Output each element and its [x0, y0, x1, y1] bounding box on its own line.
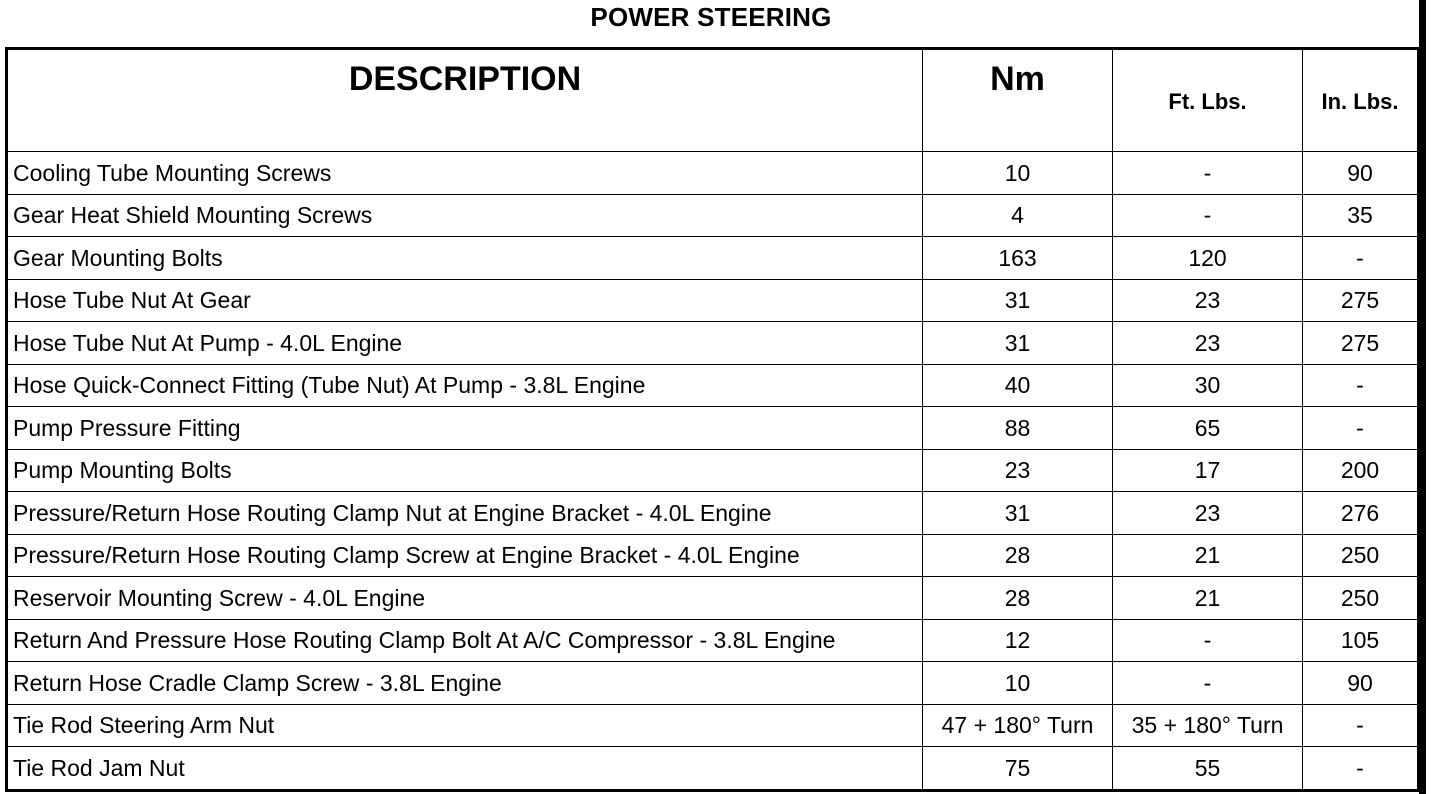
table-row: [7, 237, 1419, 280]
cell-ft-lbs: 23: [1113, 322, 1303, 365]
cell-nm: 12: [923, 619, 1113, 662]
cell-description: Pressure/Return Hose Routing Clamp Nut at Engine Bracket - 4.0L Engine: [7, 492, 923, 535]
table-row: [7, 364, 1419, 407]
cell-description: Return Hose Cradle Clamp Screw - 3.8L Engine: [7, 662, 923, 705]
page-title: POWER STEERING: [590, 2, 832, 32]
table-row: [7, 619, 1419, 662]
table-row: [7, 449, 1419, 492]
cell-nm: 23: [923, 449, 1113, 492]
cell-nm: 10: [923, 152, 1113, 195]
cell-ft-lbs: 23: [1113, 279, 1303, 322]
cell-nm: 31: [923, 492, 1113, 535]
cell-description: Pump Pressure Fitting: [7, 407, 923, 450]
table-row: [7, 279, 1419, 322]
cell-nm: 75: [923, 747, 1113, 791]
table-row: [7, 407, 1419, 450]
cell-ft-lbs: 23: [1113, 492, 1303, 535]
header-in-lbs: In. Lbs.: [1303, 49, 1419, 152]
cell-ft-lbs: 65: [1113, 407, 1303, 450]
cell-ft-lbs: 30: [1113, 364, 1303, 407]
cell-in-lbs: 250: [1303, 534, 1419, 577]
cell-ft-lbs: 55: [1113, 747, 1303, 791]
cell-description: Hose Tube Nut At Gear: [7, 279, 923, 322]
table-row: [7, 322, 1419, 365]
cell-nm: 10: [923, 662, 1113, 705]
cell-nm: 4: [923, 194, 1113, 237]
cell-description: Tie Rod Steering Arm Nut: [7, 704, 923, 747]
cell-description: Pressure/Return Hose Routing Clamp Screw at Engine Bracket - 4.0L Engine: [7, 534, 923, 577]
cell-description: Gear Heat Shield Mounting Screws: [7, 194, 923, 237]
header-nm: Nm: [923, 49, 1113, 152]
cell-nm: 47 + 180° Turn: [923, 704, 1113, 747]
cell-in-lbs: 90: [1303, 152, 1419, 195]
cell-nm: 40: [923, 364, 1113, 407]
torque-spec-table: [5, 47, 1420, 792]
cell-nm: 163: [923, 237, 1113, 280]
cell-description: Tie Rod Jam Nut: [7, 747, 923, 791]
cell-in-lbs: 105: [1303, 619, 1419, 662]
cell-ft-lbs: 21: [1113, 577, 1303, 620]
cell-in-lbs: 275: [1303, 322, 1419, 365]
table-row: [7, 492, 1419, 535]
cell-in-lbs: -: [1303, 747, 1419, 791]
table-row: [7, 704, 1419, 747]
cell-in-lbs: 276: [1303, 492, 1419, 535]
cell-description: Hose Tube Nut At Pump - 4.0L Engine: [7, 322, 923, 365]
table-row: [7, 534, 1419, 577]
table-header-row: [7, 49, 1419, 152]
cell-nm: 31: [923, 279, 1113, 322]
header-description: DESCRIPTION: [7, 49, 923, 152]
cell-in-lbs: -: [1303, 407, 1419, 450]
table-body: [7, 152, 1419, 791]
cell-ft-lbs: -: [1113, 152, 1303, 195]
cell-description: Return And Pressure Hose Routing Clamp Bolt At A/C Compressor - 3.8L Engine: [7, 619, 923, 662]
cell-description: Pump Mounting Bolts: [7, 449, 923, 492]
cell-description: Gear Mounting Bolts: [7, 237, 923, 280]
cell-in-lbs: -: [1303, 364, 1419, 407]
cell-description: Hose Quick-Connect Fitting (Tube Nut) At Pump - 3.8L Engine: [7, 364, 923, 407]
cell-nm: 28: [923, 577, 1113, 620]
page-edge-bar: [1419, 0, 1426, 794]
cell-in-lbs: 35: [1303, 194, 1419, 237]
cell-in-lbs: -: [1303, 704, 1419, 747]
cell-ft-lbs: -: [1113, 662, 1303, 705]
cell-in-lbs: 250: [1303, 577, 1419, 620]
cell-in-lbs: 275: [1303, 279, 1419, 322]
table-row: [7, 577, 1419, 620]
cell-in-lbs: -: [1303, 237, 1419, 280]
table-row: [7, 662, 1419, 705]
cell-in-lbs: 200: [1303, 449, 1419, 492]
cell-nm: 28: [923, 534, 1113, 577]
cell-description: Reservoir Mounting Screw - 4.0L Engine: [7, 577, 923, 620]
cell-ft-lbs: 120: [1113, 237, 1303, 280]
cell-nm: 88: [923, 407, 1113, 450]
cell-ft-lbs: 17: [1113, 449, 1303, 492]
cell-ft-lbs: -: [1113, 619, 1303, 662]
table-row: [7, 194, 1419, 237]
cell-ft-lbs: -: [1113, 194, 1303, 237]
cell-nm: 31: [923, 322, 1113, 365]
cell-ft-lbs: 35 + 180° Turn: [1113, 704, 1303, 747]
cell-description: Cooling Tube Mounting Screws: [7, 152, 923, 195]
table-row: [7, 747, 1419, 791]
header-ft-lbs: Ft. Lbs.: [1113, 49, 1303, 152]
cell-in-lbs: 90: [1303, 662, 1419, 705]
cell-ft-lbs: 21: [1113, 534, 1303, 577]
table-row: [7, 152, 1419, 195]
